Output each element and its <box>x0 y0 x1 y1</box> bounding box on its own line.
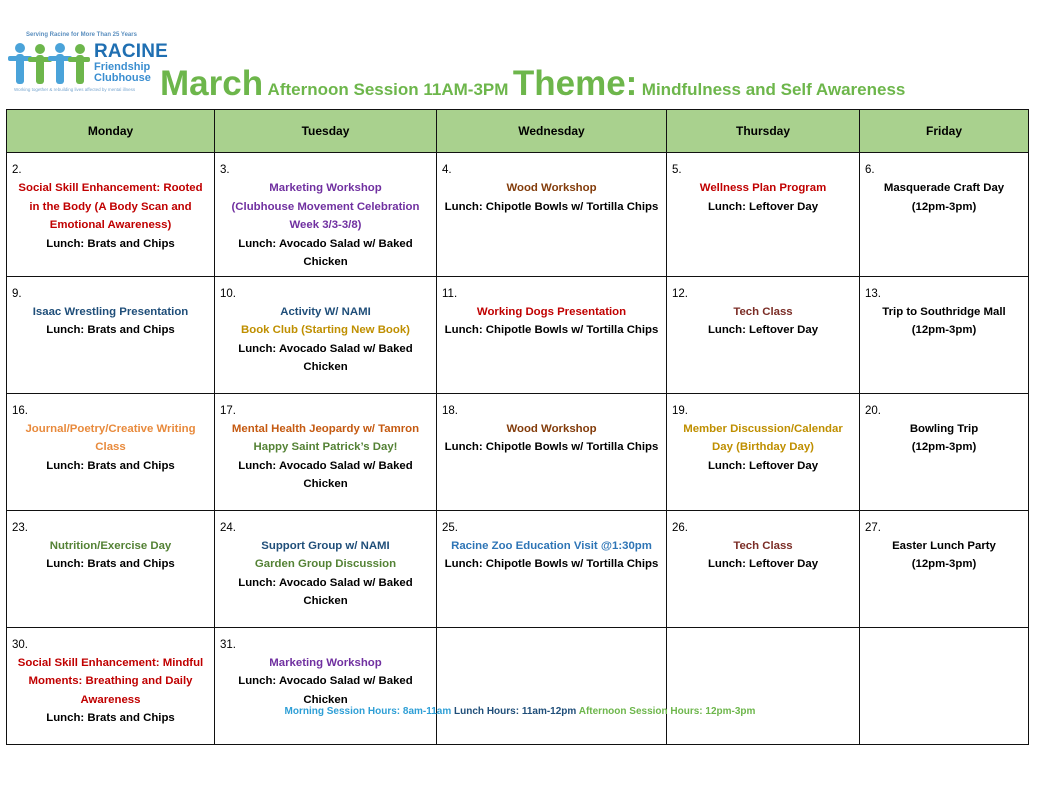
session-hours-footer <box>0 706 1040 717</box>
day-number: 9. <box>12 287 22 300</box>
day-number: 18. <box>442 404 458 417</box>
event-text: Wellness Plan Program <box>699 182 827 194</box>
weekday-header: Wednesday <box>437 110 667 153</box>
calendar-table <box>6 109 1029 745</box>
event-text: Isaac Wrestling Presentation <box>32 305 189 318</box>
event-text: (12pm-3pm) <box>911 441 977 453</box>
clubhouse-logo <box>8 32 169 96</box>
week-row <box>7 276 1029 393</box>
logo-sub <box>94 62 151 84</box>
week-row <box>7 153 1029 277</box>
event-text: Wood Workshop <box>506 182 597 194</box>
day-number: 4. <box>442 164 452 176</box>
day-cell <box>667 393 860 510</box>
event-text: Bowling Trip <box>909 422 979 435</box>
day-cell <box>215 153 437 277</box>
day-number: 11. <box>442 287 458 300</box>
day-number: 27. <box>865 521 881 534</box>
event-text: Working Dogs Presentation <box>476 305 627 318</box>
week-row <box>7 510 1029 627</box>
event-text: Tech Class <box>733 305 793 318</box>
day-number: 31. <box>220 638 236 651</box>
day-cell <box>215 276 437 393</box>
title-theme: Mindfulness and Self Awareness <box>641 80 906 99</box>
event-text: Journal/Poetry/Creative Writing Class <box>25 422 196 453</box>
day-cell <box>667 627 860 744</box>
day-number: 3. <box>220 164 230 176</box>
lunch-text: Lunch: Brats and Chips <box>46 558 175 570</box>
event-text: Easter Lunch Party <box>892 539 996 552</box>
day-cell <box>860 627 1029 744</box>
day-cell <box>437 276 667 393</box>
day-cell <box>437 510 667 627</box>
lunch-text: Lunch: Brats and Chips <box>46 712 175 724</box>
day-cell <box>437 627 667 744</box>
day-cell <box>7 510 215 627</box>
event-text: (Clubhouse Movement Celebration Week 3/3-3/8) <box>231 200 420 231</box>
lunch-text: Lunch: Avocado Salad w/ Baked Chicken <box>238 237 413 268</box>
lunch-text: Lunch: Leftover Day <box>707 324 819 336</box>
day-cell <box>667 510 860 627</box>
day-cell <box>215 510 437 627</box>
page-title <box>160 64 905 104</box>
day-number: 24. <box>220 521 236 534</box>
day-cell <box>7 153 215 277</box>
event-text: (12pm-3pm) <box>911 200 977 213</box>
day-number: 5. <box>672 164 682 176</box>
lunch-text: Lunch: Brats and Chips <box>46 459 175 472</box>
morning-hours: Morning Session Hours: 8am-11am <box>284 706 452 717</box>
event-text: Activity W/ NAMI <box>280 305 371 318</box>
lunch-text: Lunch: Avocado Salad w/ Baked Chicken <box>238 459 413 490</box>
event-text: Mental Health Jeopardy w/ Tamron <box>231 422 420 435</box>
event-text: Garden Group Discussion <box>254 558 397 570</box>
day-cell <box>7 627 215 744</box>
day-cell <box>437 153 667 277</box>
event-text: Trip to Southridge Mall <box>882 305 1006 318</box>
weekday-header-row <box>7 110 1029 153</box>
day-cell <box>667 276 860 393</box>
day-cell <box>437 393 667 510</box>
day-cell <box>7 276 215 393</box>
lunch-text: Lunch: Avocado Salad w/ Baked Chicken <box>238 342 413 373</box>
event-text: Support Group w/ NAMI <box>261 539 390 552</box>
lunch-text: Lunch: Avocado Salad w/ Baked Chicken <box>238 675 413 706</box>
day-cell <box>215 393 437 510</box>
day-number: 19. <box>672 404 688 417</box>
title-session: Afternoon Session 11AM-3PM <box>267 80 509 99</box>
event-text: Happy Saint Patrick’s Day! <box>253 441 398 453</box>
lunch-hours: Lunch Hours: 11am-12pm <box>454 706 577 717</box>
day-number: 17. <box>220 404 236 417</box>
day-number: 20. <box>865 404 881 417</box>
day-number: 25. <box>442 521 458 534</box>
day-number: 26. <box>672 521 688 534</box>
title-month: March <box>160 64 264 103</box>
lunch-text: Lunch: Leftover Day <box>707 200 819 213</box>
event-text: Marketing Workshop <box>269 182 382 194</box>
lunch-text: Lunch: Chipotle Bowls w/ Tortilla Chips <box>444 324 659 336</box>
event-text: Member Discussion/Calendar Day (Birthday Day) <box>683 422 843 453</box>
event-text: Wood Workshop <box>506 422 597 435</box>
logo-mission: Working together & rebuilding lives affected by mental illness <box>14 87 136 92</box>
title-theme-label: Theme: <box>512 64 638 103</box>
lunch-text: Lunch: Leftover Day <box>707 558 819 570</box>
day-number: 23. <box>12 521 28 534</box>
day-number: 12. <box>672 287 688 300</box>
weekday-header: Tuesday <box>215 110 437 153</box>
lunch-text: Lunch: Chipotle Bowls w/ Tortilla Chips <box>444 200 659 213</box>
event-text: Tech Class <box>733 539 793 552</box>
event-text: Nutrition/Exercise Day <box>49 539 172 552</box>
day-number: 30. <box>12 638 28 651</box>
event-text: Marketing Workshop <box>269 656 382 669</box>
weekday-header: Monday <box>7 110 215 153</box>
event-text: (12pm-3pm) <box>911 558 977 570</box>
people-icon <box>8 40 92 88</box>
weekday-header: Friday <box>860 110 1029 153</box>
day-number: 13. <box>865 287 881 300</box>
day-number: 2. <box>12 164 22 176</box>
lunch-text: Lunch: Avocado Salad w/ Baked Chicken <box>238 576 413 607</box>
weekday-header: Thursday <box>667 110 860 153</box>
day-cell <box>860 153 1029 277</box>
lunch-text: Lunch: Chipotle Bowls w/ Tortilla Chips <box>444 558 659 570</box>
event-text: (12pm-3pm) <box>911 324 977 336</box>
event-text: Book Club (Starting New Book) <box>241 324 410 336</box>
day-cell <box>667 153 860 277</box>
day-number: 16. <box>12 404 28 417</box>
event-text: Social Skill Enhancement: Mindful Moments: Breathing and Daily Awareness <box>17 656 204 706</box>
logo-sub-line2: Clubhouse <box>94 72 151 84</box>
day-cell <box>860 276 1029 393</box>
day-number: 10. <box>220 287 236 300</box>
logo-name: RACINE <box>94 41 169 62</box>
day-cell <box>7 393 215 510</box>
lunch-text: Lunch: Brats and Chips <box>46 324 175 336</box>
lunch-text: Lunch: Brats and Chips <box>46 237 175 250</box>
week-row <box>7 393 1029 510</box>
day-cell <box>860 393 1029 510</box>
lunch-text: Lunch: Chipotle Bowls w/ Tortilla Chips <box>444 441 659 453</box>
event-text: Masquerade Craft Day <box>883 182 1005 194</box>
event-text: Social Skill Enhancement: Rooted in the Body (A Body Scan and Emotional Awareness) <box>18 182 203 231</box>
day-number: 6. <box>865 164 875 176</box>
day-cell <box>860 510 1029 627</box>
afternoon-hours: Afternoon Session Hours: 12pm-3pm <box>578 706 756 717</box>
event-text: Racine Zoo Education Visit @1:30pm <box>451 539 652 552</box>
logo-sub-line1: Friendship <box>94 61 151 73</box>
week-row <box>7 627 1029 744</box>
day-cell <box>215 627 437 744</box>
calendar-body <box>7 153 1029 745</box>
logo-tagline: Serving Racine for More Than 25 Years <box>26 32 137 38</box>
lunch-text: Lunch: Leftover Day <box>707 459 819 472</box>
